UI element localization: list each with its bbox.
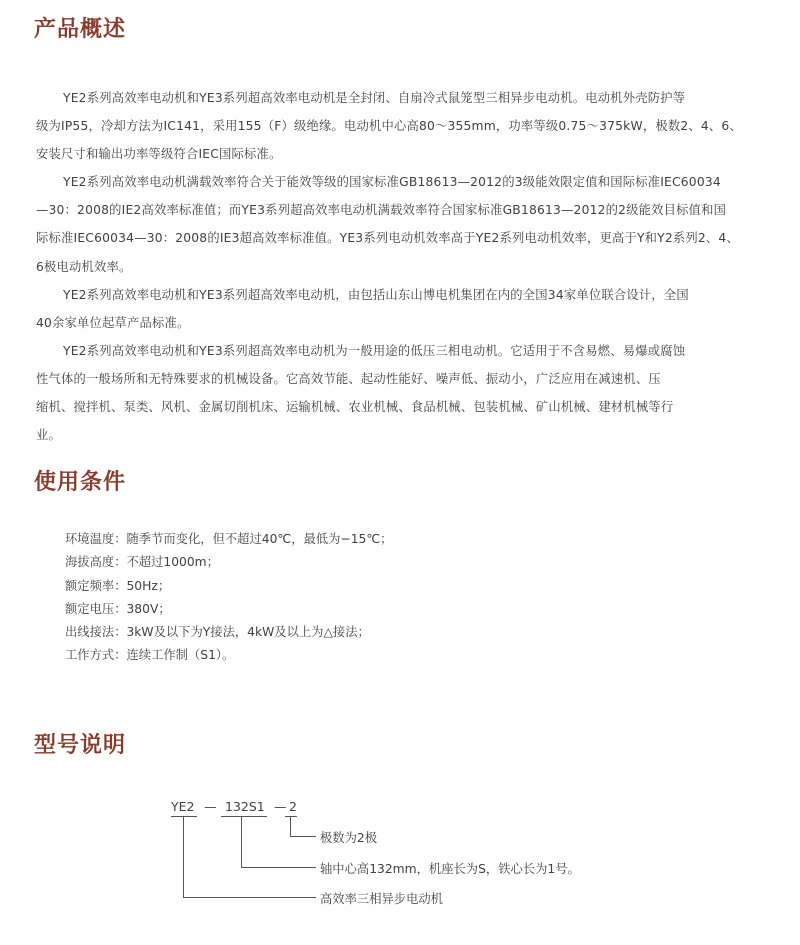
- condition-item: 海拔高度：不超过1000m；: [65, 555, 219, 570]
- overview-line: 安装尺寸和输出功率等级符合IEC国际标准。: [36, 147, 282, 162]
- leader-frame-vertical: [241, 816, 242, 867]
- overview-line: 40余家单位起草产品标准。: [36, 315, 190, 330]
- desc-series: 高效率三相异步电动机: [320, 892, 443, 906]
- overview-line: 缩机、搅拌机、泵类、风机、金属切削机床、运输机械、农业机械、食品机械、包装机械、矿山机械、建材机械等行: [36, 400, 674, 415]
- condition-item: 工作方式：连续工作制（S1）。: [65, 648, 235, 663]
- condition-item: 出线接法：3kW及以下为Y接法，4kW及以上为△接法；: [65, 625, 370, 640]
- desc-poles: 极数为2极: [320, 831, 378, 845]
- leader-frame-horizontal: [241, 867, 316, 868]
- conditions-list: [65, 528, 392, 668]
- code-series: YE2: [171, 799, 195, 814]
- leader-series-vertical: [183, 816, 184, 897]
- overview-line: YE2系列高效率电动机和YE3系列超高效率电动机是全封闭、自扇冷式鼠笼型三相异步电动机。电动机外壳防护等: [63, 91, 686, 105]
- overview-line: YE2系列高效率电动机和YE3系列超高效率电动机，由包括山东山博电机集团在内的全国34家单位联合设计，全国: [63, 287, 689, 302]
- overview-line: 级为IP55，冷却方法为IC141，采用155（F）级绝缘。电动机中心高80～355mm，功率等级0.75～375kW，极数2、4、6、: [36, 119, 742, 134]
- section-title-conditions: 使用条件: [34, 470, 127, 495]
- underline-frame: [221, 816, 267, 817]
- condition-item: 额定电压：380V；: [65, 601, 171, 616]
- underline-series: [171, 816, 197, 817]
- overview-line: —30：2008的IE2高效率标准值；而YE3系列超高效率电动机满载效率符合国家标准GB18613—2012的2级能效目标值和国: [36, 203, 727, 218]
- condition-item: 额定频率：50Hz；: [65, 578, 171, 593]
- code-frame: 132S1: [225, 799, 265, 814]
- code-separator: —: [204, 799, 217, 814]
- underline-poles: [285, 816, 297, 817]
- section-title-model: 型号说明: [34, 733, 127, 758]
- overview-line: 性气体的一般场所和无特殊要求的机械设备。它高效节能、起动性能好、噪声低、振动小，广泛应用在减速机、压: [36, 371, 661, 386]
- desc-frame: 轴中心高132mm，机座长为S，铁心长为1号。: [320, 862, 580, 876]
- condition-item: 环境温度：随季节而变化，但不超过40℃，最低为−15℃；: [65, 532, 393, 546]
- code-separator: —: [274, 799, 287, 814]
- overview-line: 6极电动机效率。: [36, 259, 132, 274]
- overview-line: YE2系列高效率电动机和YE3系列超高效率电动机为一般用途的低压三相电动机。它适用于不含易燃、易爆或腐蚀: [63, 343, 686, 358]
- code-poles: 2: [289, 799, 297, 814]
- overview-line: 际标准IEC60034—30：2008的IE3超高效率标准值。YE3系列电动机效率高于YE2系列电动机效率，更高于Y和Y2系列2、4、: [36, 231, 739, 246]
- leader-series-horizontal: [183, 897, 316, 898]
- section-title-overview: 产品概述: [34, 17, 127, 42]
- leader-poles-horizontal: [290, 836, 316, 837]
- model-code-diagram: [160, 795, 640, 915]
- overview-line: YE2系列高效率电动机满载效率符合关于能效等级的国家标准GB18613—2012的3级能效限定值和国际标准IEC60034: [63, 175, 721, 190]
- overview-line: 业。: [36, 428, 61, 443]
- leader-poles-vertical: [290, 816, 291, 836]
- overview-text: [36, 84, 776, 449]
